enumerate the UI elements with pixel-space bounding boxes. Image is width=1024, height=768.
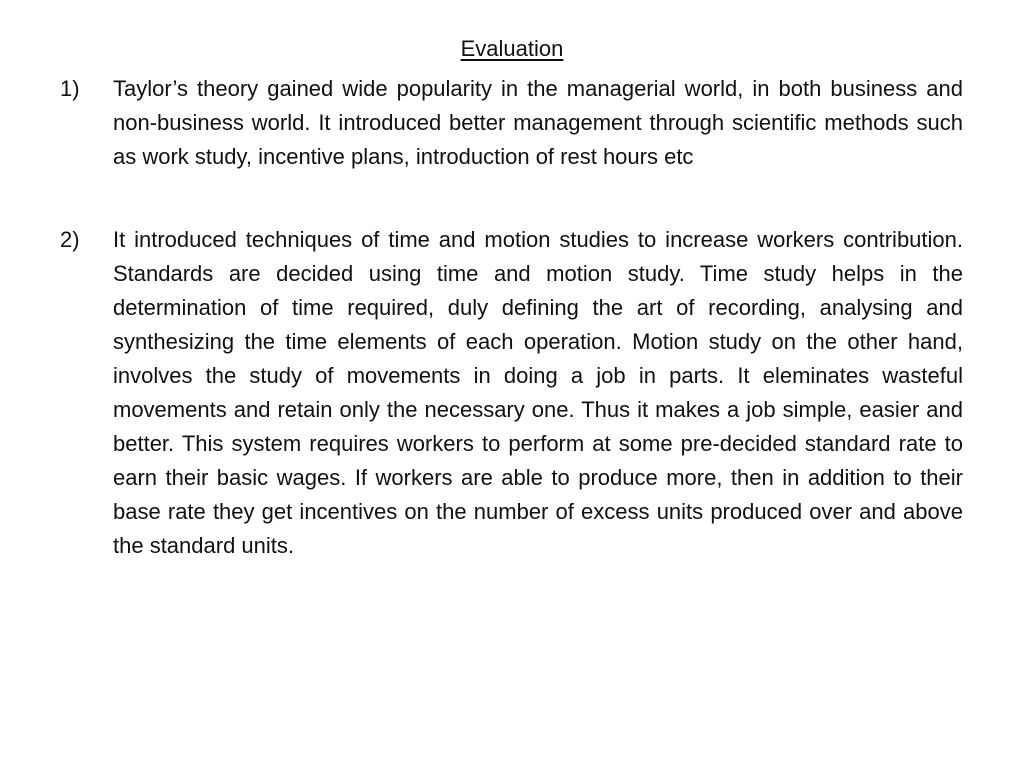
list-item <box>60 72 963 174</box>
slide-title: Evaluation <box>460 36 564 61</box>
list-item-text: Taylor’s theory gained wide popularity in the managerial world, in both business and non-business world. It introduced better management through scientific methods such as work study, incentive plans, introduction of rest hours etc <box>113 76 963 169</box>
evaluation-list <box>60 72 963 563</box>
list-item <box>60 223 963 563</box>
list-item-text: It introduced techniques of time and motion studies to increase workers contribution. Standards are decided using time and motion study. Time study helps in the determination of time required, duly defining the art of recording, analysing and synthesizing the time elements of each operation. Motion study on the other hand, involves the study of movements in doing a job in parts. It eleminates wasteful movements and retain only the necessary one. Thus it makes a job simple, easier and better. This system requires workers to perform at some pre-decided standard rate to earn their basic wages. If workers are able to produce more, then in addition to their base rate they get incentives on the number of excess units produced over and above the standard units. <box>113 227 963 558</box>
list-item-number: 2) <box>60 227 80 252</box>
list-item-number: 1) <box>60 76 80 101</box>
